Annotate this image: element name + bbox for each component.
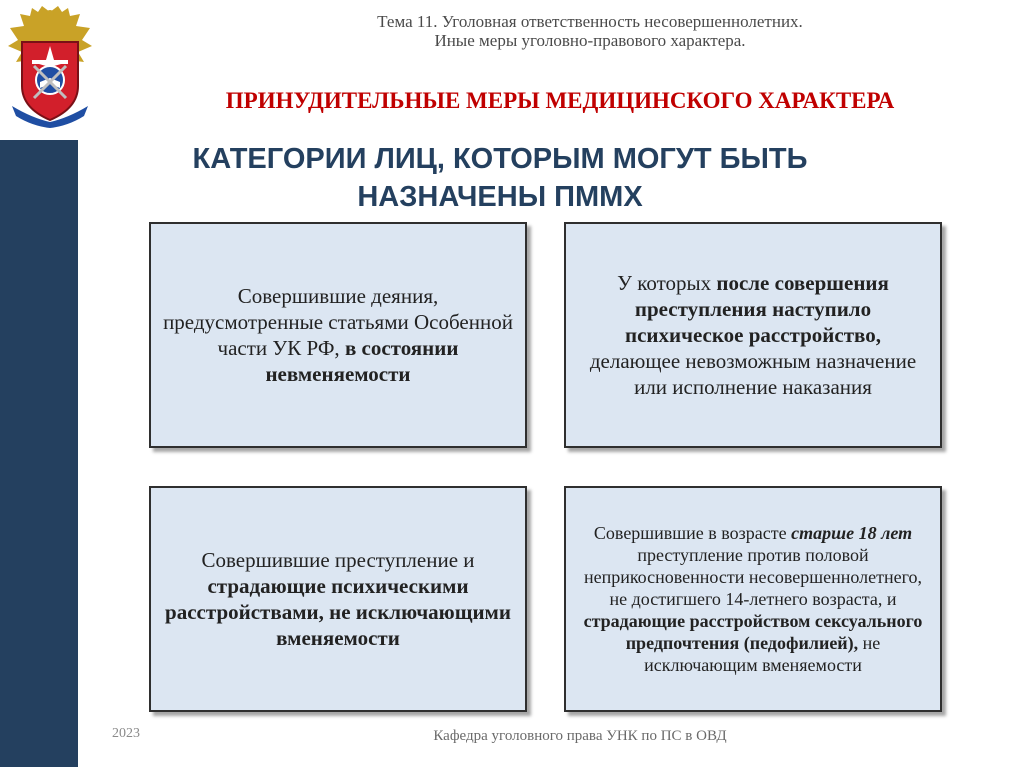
topic-line-1: Тема 11. Уголовная ответственность несовершеннолетних. — [377, 12, 803, 31]
box4-plain-3: не исключающим вменяемости — [644, 633, 881, 675]
box4-bold: страдающие расстройством сексуального предпочтения (педофилией), — [583, 611, 923, 653]
box2-bold: после совершения преступления наступило психическое расстройство, — [624, 271, 889, 347]
box2-plain-1: У которых — [617, 271, 717, 295]
heading-line-2: НАЗНАЧЕНЫ ПММХ — [357, 181, 643, 213]
category-box-1 — [149, 222, 527, 448]
category-box-4 — [564, 486, 942, 712]
box4-plain-2: преступление против половой неприкосновенности несовершеннолетнего, не достигшего 14-летнего возраста, и — [583, 545, 923, 609]
box2-plain-2: делающее невозможным назначение или исполнение наказания — [589, 349, 917, 399]
footer-year: 2023 — [112, 726, 140, 741]
box3-bold: страдающие психическими расстройствами, не исключающими вменяемости — [165, 574, 511, 650]
category-box-2 — [564, 222, 942, 448]
category-box-3 — [149, 486, 527, 712]
side-bar — [0, 140, 78, 767]
heading — [100, 140, 900, 216]
box3-plain: Совершившие преступление и — [201, 548, 475, 572]
box1-bold: в состоянии невменяемости — [265, 336, 459, 386]
box4-italic: старше 18 лет — [791, 523, 913, 543]
emblem-icon — [2, 2, 98, 130]
box4-plain-1: Совершившие в возрасте — [593, 523, 792, 543]
heading-line-1: КАТЕГОРИИ ЛИЦ, КОТОРЫМ МОГУТ БЫТЬ — [192, 143, 808, 175]
topic-line-2: Иные меры уголовно-правового характера. — [434, 31, 746, 50]
subtitle: ПРИНУДИТЕЛЬНЫЕ МЕРЫ МЕДИЦИНСКОГО ХАРАКТЕРА — [225, 88, 895, 113]
box1-plain: Совершившие деяния, предусмотренные статьями Особенной части УК РФ, — [163, 284, 513, 360]
topic-title — [260, 12, 920, 50]
footer-department: Кафедра уголовного права УНК по ПС в ОВД — [433, 728, 727, 744]
